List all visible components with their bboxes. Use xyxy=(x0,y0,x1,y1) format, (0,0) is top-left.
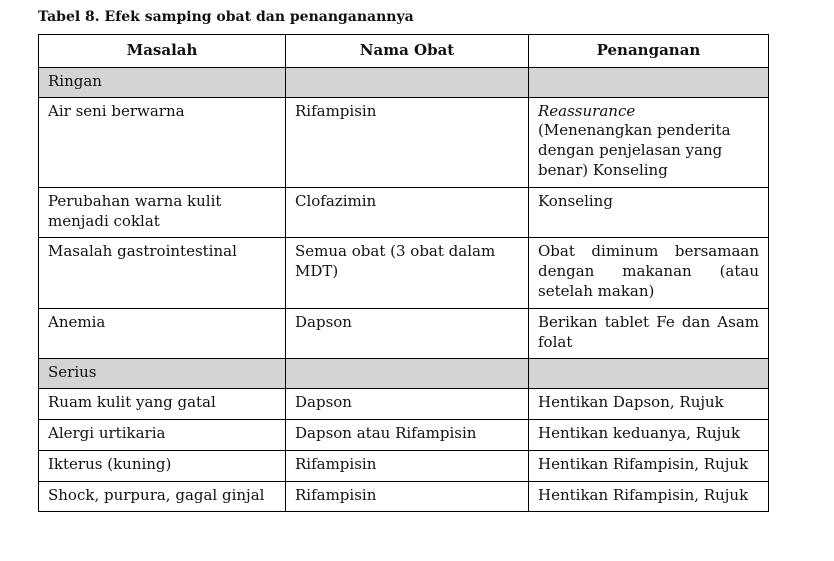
cell-masalah: Perubahan warna kulit menjadi coklat xyxy=(39,187,286,238)
cell-penanganan: Obat diminum bersamaan dengan makanan (atau setelah makan) xyxy=(529,238,769,308)
cell-obat: Rifampisin xyxy=(286,450,529,481)
cell-masalah: Anemia xyxy=(39,308,286,359)
cell-masalah: Masalah gastrointestinal xyxy=(39,238,286,308)
cell-masalah: Air seni berwarna xyxy=(39,97,286,187)
side-effects-table xyxy=(38,34,769,512)
cell-penanganan xyxy=(529,97,769,187)
table-row xyxy=(39,419,769,450)
table-caption: Tabel 8. Efek samping obat dan penanganannya xyxy=(38,9,414,25)
section-label-cell: Serius xyxy=(39,359,286,389)
cell-penanganan: Hentikan Rifampisin, Rujuk xyxy=(529,481,769,512)
section-label-cell: Ringan xyxy=(39,67,286,97)
header-row xyxy=(39,35,769,68)
cell-masalah: Ruam kulit yang gatal xyxy=(39,389,286,420)
cell-obat: Clofazimin xyxy=(286,187,529,238)
table-row xyxy=(39,308,769,359)
section-empty-cell xyxy=(286,359,529,389)
table-row xyxy=(39,450,769,481)
col-header-penanganan: Penanganan xyxy=(529,35,769,68)
penanganan-text: (Menenangkan penderita dengan penjelasan yang benar) Konseling xyxy=(538,121,731,179)
cell-obat: Dapson xyxy=(286,389,529,420)
cell-penanganan: Hentikan Rifampisin, Rujuk xyxy=(529,450,769,481)
cell-masalah: Shock, purpura, gagal ginjal xyxy=(39,481,286,512)
table-row xyxy=(39,389,769,420)
cell-obat: Dapson xyxy=(286,308,529,359)
col-header-masalah: Masalah xyxy=(39,35,286,68)
table-row xyxy=(39,238,769,308)
cell-penanganan: Hentikan Dapson, Rujuk xyxy=(529,389,769,420)
cell-masalah: Alergi urtikaria xyxy=(39,419,286,450)
cell-masalah: Ikterus (kuning) xyxy=(39,450,286,481)
section-empty-cell xyxy=(529,67,769,97)
table-row xyxy=(39,97,769,187)
section-row-serius xyxy=(39,359,769,389)
section-row-ringan xyxy=(39,67,769,97)
cell-obat: Dapson atau Rifampisin xyxy=(286,419,529,450)
cell-obat: Rifampisin xyxy=(286,481,529,512)
cell-obat: Semua obat (3 obat dalam MDT) xyxy=(286,238,529,308)
cell-obat: Rifampisin xyxy=(286,97,529,187)
cell-penanganan: Konseling xyxy=(529,187,769,238)
penanganan-italic-text: Reassurance xyxy=(538,101,636,120)
table-row xyxy=(39,187,769,238)
cell-penanganan: Berikan tablet Fe dan Asam folat xyxy=(529,308,769,359)
section-empty-cell xyxy=(286,67,529,97)
section-empty-cell xyxy=(529,359,769,389)
col-header-nama-obat: Nama Obat xyxy=(286,35,529,68)
cell-penanganan: Hentikan keduanya, Rujuk xyxy=(529,419,769,450)
table-row xyxy=(39,481,769,512)
